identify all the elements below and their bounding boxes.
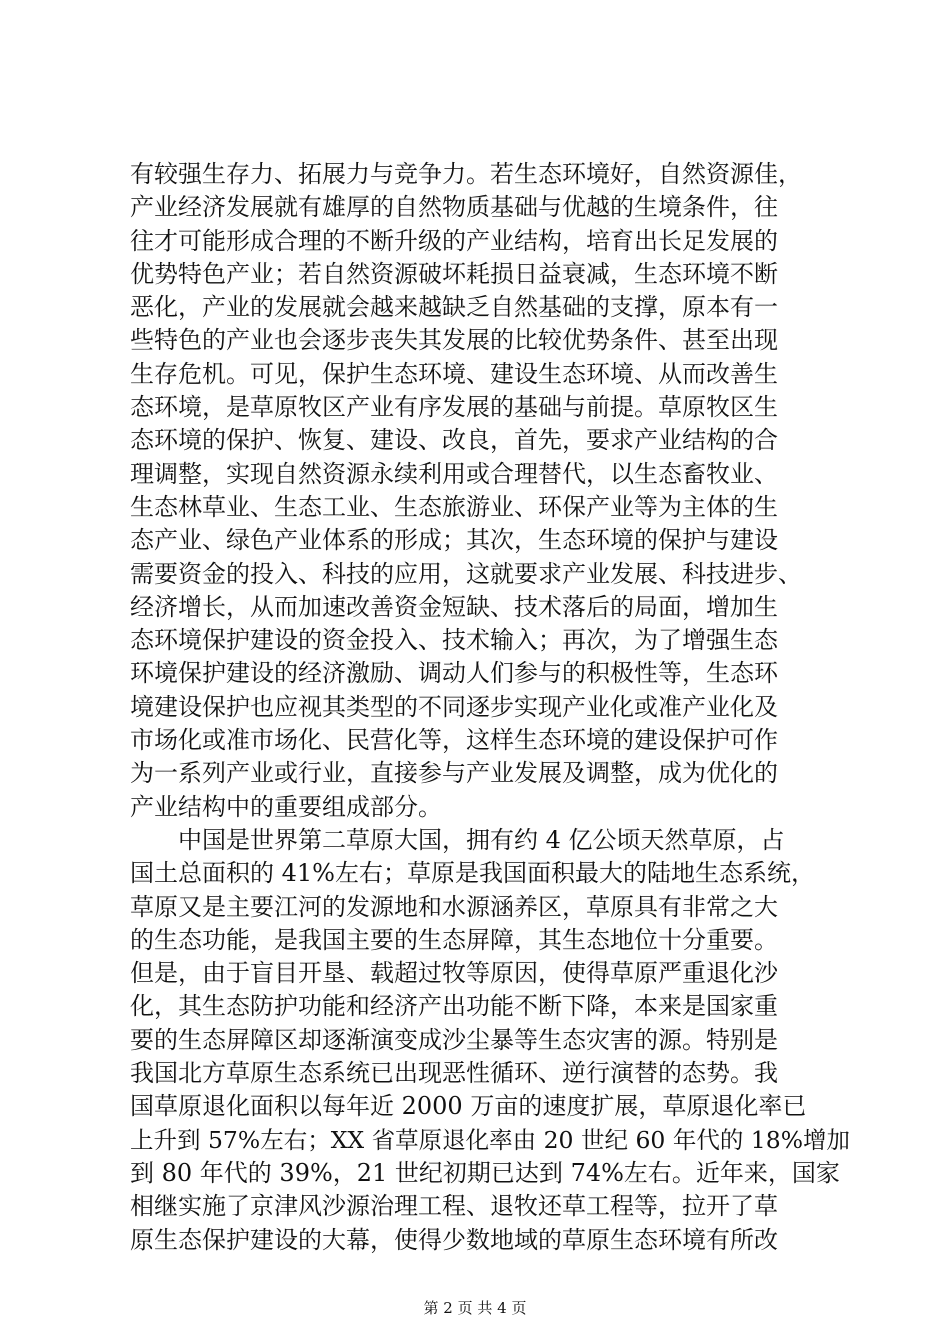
text-line: 环境保护建设的经济激励、调动人们参与的积极性等，生态环 (130, 659, 778, 688)
text-line: 上升到 57%左右；XX 省草原退化率由 20 世纪 60 年代的 18%增加 (130, 1125, 851, 1154)
text-line: 到 80 年代的 39%，21 世纪初期已达到 74%左右。近年来，国家 (130, 1158, 840, 1187)
text-line: 态产业、绿色产业体系的形成；其次，生态环境的保护与建设 (130, 526, 778, 555)
text-line: 中国是世界第二草原大国，拥有约 4 亿公顷天然草原，占 (130, 825, 785, 854)
text-line: 往才可能形成合理的不断升级的产业结构，培育出长足发展的 (130, 226, 778, 255)
text-line: 有较强生存力、拓展力与竞争力。若生态环境好，自然资源佳， (130, 160, 802, 188)
text-line: 化，其生态防护功能和经济产出功能不断下降，本来是国家重 (130, 992, 778, 1021)
text-line: 原生态保护建设的大幕，使得少数地域的草原生态环境有所改 (130, 1225, 778, 1254)
text-line: 要的生态屏障区却逐渐演变成沙尘暴等生态灾害的源。特别是 (130, 1025, 778, 1054)
text-line: 优势特色产业；若自然资源破坏耗损日益衰减，生态环境不断 (130, 259, 778, 288)
text-line: 市场化或准市场化、民营化等，这样生态环境的建设保护可作 (130, 726, 778, 755)
text-line: 态环境保护建设的资金投入、技术输入；再次，为了增强生态 (130, 626, 778, 655)
text-line: 生存危机。可见，保护生态环境、建设生态环境、从而改善生 (130, 359, 778, 388)
text-line: 经济增长，从而加速改善资金短缺、技术落后的局面，增加生 (130, 592, 778, 621)
text-line: 我国北方草原生态系统已出现恶性循环、逆行演替的态势。我 (130, 1059, 778, 1088)
body-text (130, 158, 851, 1257)
text-line: 为一系列产业或行业，直接参与产业发展及调整，成为优化的 (130, 759, 778, 788)
text-line: 恶化，产业的发展就会越来越缺乏自然基础的支撑，原本有一 (130, 293, 778, 322)
text-line: 相继实施了京津风沙源治理工程、退牧还草工程等，拉开了草 (130, 1192, 778, 1221)
text-line: 理调整，实现自然资源永续利用或合理替代，以生态畜牧业、 (130, 459, 778, 488)
text-line: 需要资金的投入、科技的应用，这就要求产业发展、科技进步、 (130, 559, 802, 588)
text-line: 态环境，是草原牧区产业有序发展的基础与前提。草原牧区生 (130, 393, 778, 422)
page-number-footer: 第 2 页 共 4 页 (423, 1299, 527, 1317)
text-line: 生态林草业、生态工业、生态旅游业、环保产业等为主体的生 (130, 492, 778, 521)
text-line: 但是，由于盲目开垦、载超过牧等原因，使得草原严重退化沙 (130, 959, 778, 988)
text-line: 的生态功能，是我国主要的生态屏障，其生态地位十分重要。 (130, 925, 778, 954)
text-line: 国土总面积的 41%左右；草原是我国面积最大的陆地生态系统， (130, 859, 815, 888)
text-line: 国草原退化面积以每年近 2000 万亩的速度扩展，草原退化率已 (130, 1092, 807, 1121)
text-line: 产业结构中的重要组成部分。 (130, 792, 442, 821)
text-line: 境建设保护也应视其类型的不同逐步实现产业化或准产业化及 (130, 692, 778, 721)
text-line: 态环境的保护、恢复、建设、改良，首先，要求产业结构的合 (130, 426, 778, 455)
text-line: 草原又是主要江河的发源地和水源涵养区，草原具有非常之大 (130, 892, 778, 921)
text-line: 产业经济发展就有雄厚的自然物质基础与优越的生境条件，往 (130, 193, 778, 222)
text-line: 些特色的产业也会逐步丧失其发展的比较优势条件、甚至出现 (130, 326, 778, 355)
